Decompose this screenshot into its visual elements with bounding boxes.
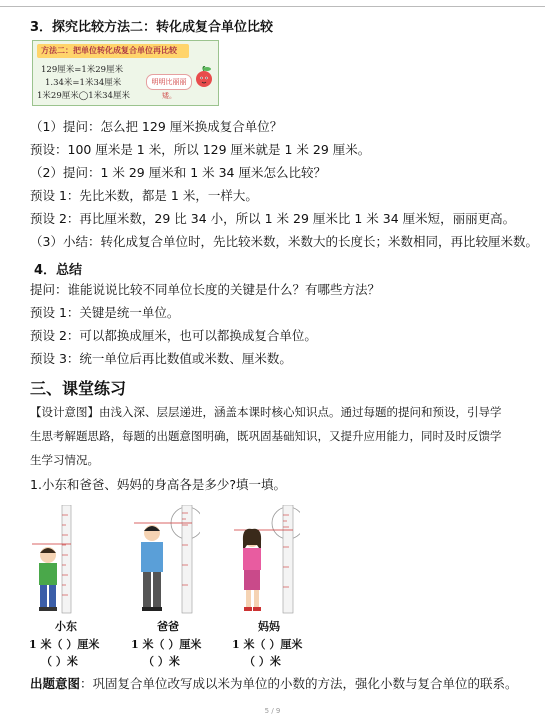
practice-heading: 三、课堂练习 bbox=[30, 379, 127, 398]
question-2: （2）提问：1 米 29 厘米和 1 米 34 厘米怎么比较？ bbox=[30, 165, 326, 180]
question-1: （1）提问：怎么把 129 厘米换成复合单位？ bbox=[30, 119, 283, 134]
design-intent-line-3: 生学习情况。 bbox=[30, 453, 99, 467]
mama-figure bbox=[230, 505, 300, 615]
equation-1: 129厘米=1米29厘米 bbox=[41, 65, 124, 75]
intent-line bbox=[30, 676, 518, 692]
baba-figure bbox=[130, 505, 200, 615]
intent-text: ：巩固复合单位改写成以米为单位的小数的方法，强化小数与复合单位的联系。 bbox=[80, 676, 518, 691]
section3-title: 3．探究比较方法二：转化成复合单位比较 bbox=[30, 20, 274, 35]
speech-bubble: 明明比丽丽矮。 bbox=[146, 74, 192, 90]
summary-answer-1: 预设 1：关键是统一单位。 bbox=[30, 305, 180, 320]
design-intent-line-1: 【设计意图】由浅入深、层层递进，涵盖本课时核心知识点。通过每题的提问和预设，引导学 bbox=[30, 405, 502, 419]
apple-mascot-icon bbox=[194, 66, 214, 88]
method-illustration bbox=[32, 40, 219, 106]
person-name-baba: 爸爸 bbox=[157, 620, 179, 633]
equation-2: 1.34米=1米34厘米 bbox=[45, 78, 122, 88]
summary-question: 提问：谁能说说比较不同单位长度的关键是什么？有哪些方法？ bbox=[30, 282, 381, 297]
summary-3: （3）小结：转化成复合单位时，先比较米数，米数大的长度长；米数相同，再比较厘米数。 bbox=[30, 234, 538, 249]
design-intent-line-2: 生思考解题思路，每题的出题意图明确，既巩固基础知识，又提升应用能力，同时及时反馈学 bbox=[30, 429, 502, 443]
baba-m-blank[interactable]: （ ）米 bbox=[143, 655, 180, 668]
header-rule bbox=[0, 6, 545, 7]
mama-m-blank[interactable]: （ ）米 bbox=[244, 655, 281, 668]
xiaodong-figure bbox=[28, 505, 88, 615]
equation-3: 1米29厘米◯1米34厘米 bbox=[37, 91, 130, 101]
baba-cm-blank[interactable]: 1 米（ ）厘米 bbox=[131, 638, 202, 651]
practice-question-1: 1.小东和爸爸、妈妈的身高各是多少?填一填。 bbox=[30, 477, 287, 492]
xiaodong-cm-blank[interactable]: 1 米（ ）厘米 bbox=[29, 638, 100, 651]
page-number: 5 / 9 bbox=[264, 707, 281, 715]
section4-title: 4．总结 bbox=[34, 263, 83, 278]
mama-cm-blank[interactable]: 1 米（ ）厘米 bbox=[232, 638, 303, 651]
intent-label: 出题意图 bbox=[30, 676, 81, 691]
person-name-xiaodong: 小东 bbox=[55, 620, 77, 633]
summary-answer-2: 预设 2：可以都换成厘米，也可以都换成复合单位。 bbox=[30, 328, 317, 343]
answer-1: 预设：100 厘米是 1 米，所以 129 厘米就是 1 米 29 厘米。 bbox=[30, 142, 371, 157]
method-tag: 方法二：把单位转化成复合单位再比较 bbox=[37, 44, 189, 58]
xiaodong-m-blank[interactable]: （ ）米 bbox=[41, 655, 78, 668]
answer-2a: 预设 1：先比米数，都是 1 米，一样大。 bbox=[30, 188, 258, 203]
person-name-mama: 妈妈 bbox=[258, 620, 280, 633]
answer-2b: 预设 2：再比厘米数，29 比 34 小，所以 1 米 29 厘米比 1 米 34 厘米短，丽丽更高。 bbox=[30, 211, 516, 226]
summary-answer-3: 预设 3：统一单位后再比数值或米数、厘米数。 bbox=[30, 351, 292, 366]
